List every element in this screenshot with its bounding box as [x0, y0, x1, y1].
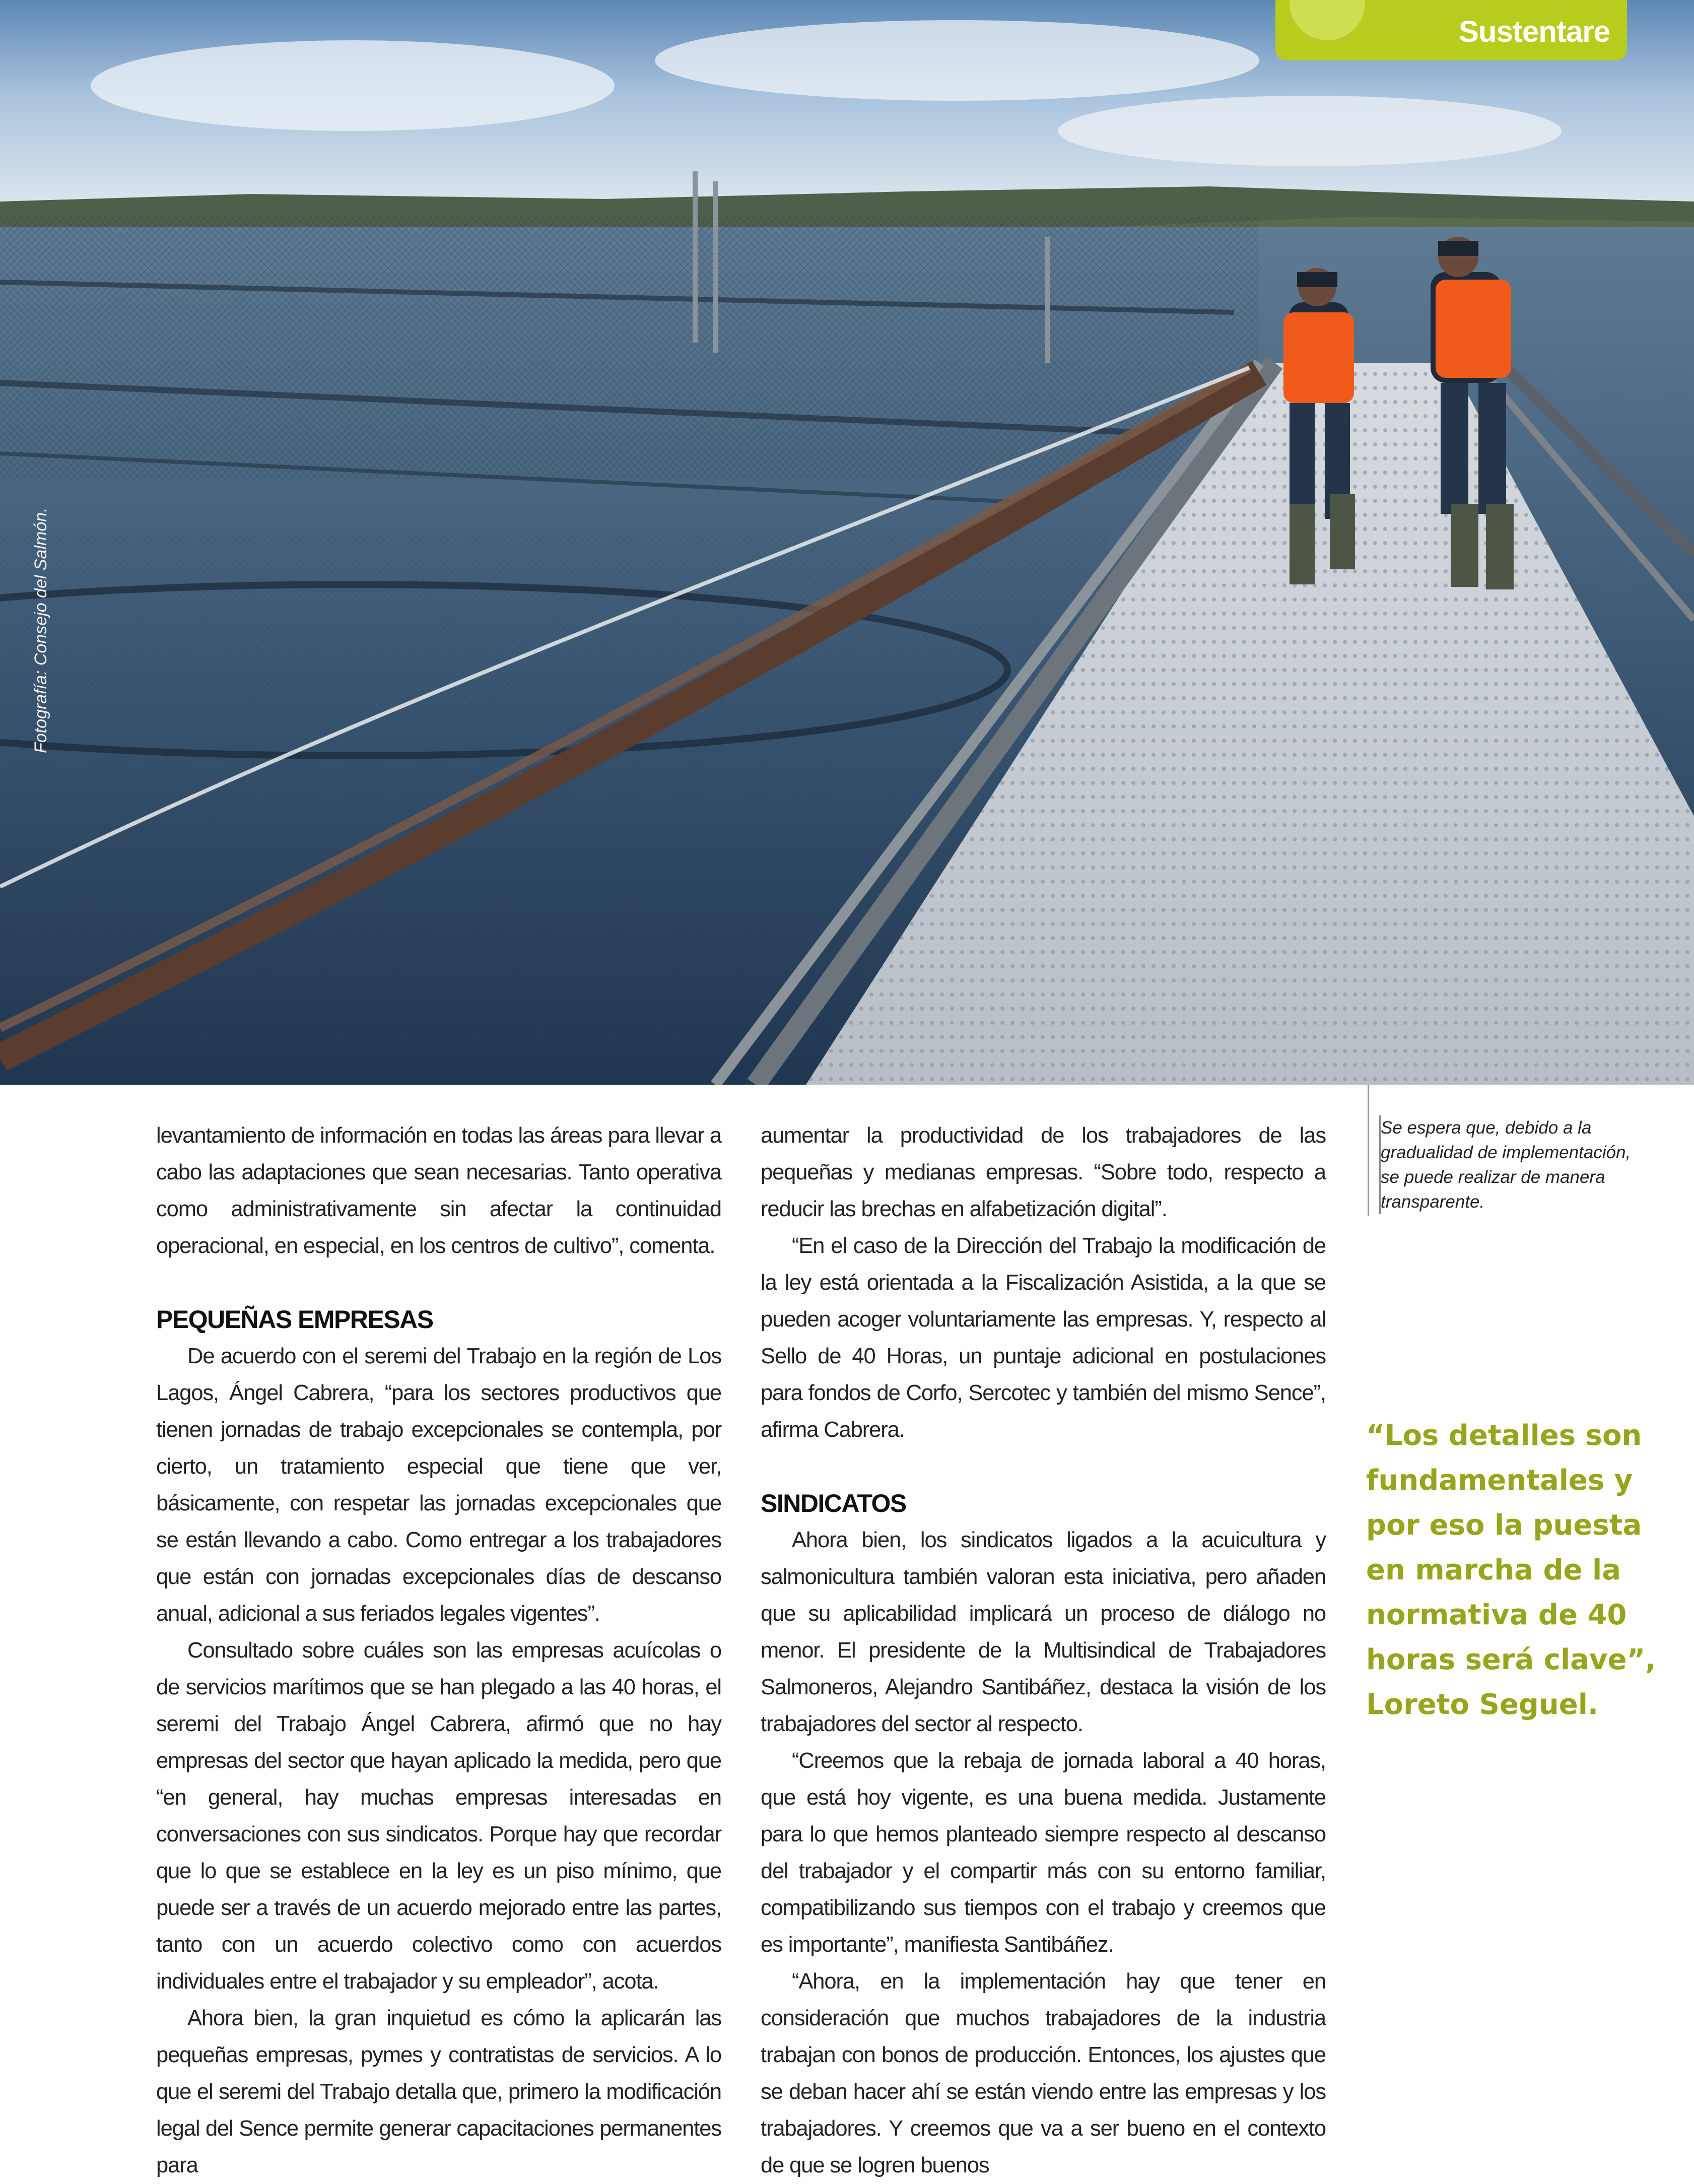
pull-quote: “Los detalles son fundamentales y por eso la puesta en marcha de la normativa de 40 horas será clave”, Loreto Seguel. [1366, 1419, 1656, 1721]
article-paragraph: “Creemos que la rebaja de jornada laboral a 40 horas, que está hoy vigente, es una buena medida. Justamente para lo que hemos planteado siempre respecto al descanso del trabajador y el compartir más con su entorno familiar, compatibilizando sus tiempos con el trabajo y creemos que es importante”, manifiesta Santibáñez. [761, 1749, 1326, 1957]
hero-photo [0, 0, 1694, 1085]
subheading-sindicatos: SINDICATOS [761, 1489, 906, 1517]
article-paragraph: Ahora bien, los sindicatos ligados a la acuicultura y salmonicultura también valoran esta iniciativa, pero añaden que su aplicabilidad implicará un proceso de diálogo no menor. El presidente de la Multisindical de Trabajadores Salmoneros, Alejandro Santibáñez, destaca la visión de los trabajadores del sector al respecto. [761, 1528, 1326, 1736]
article-column-left [156, 1117, 721, 2184]
section-tab [1275, 0, 1627, 60]
article-paragraph: aumentar la productividad de los trabajadores de las pequeñas y medianas empresas. “Sobre todo, respecto a reducir las brechas en alfabetización digital”. [761, 1123, 1326, 1221]
section-label: Sustentare [1458, 15, 1610, 48]
salmon-farm-walkway-photo [0, 0, 1694, 1085]
photo-caption: Se espera que, debido a la gradualidad de implementación, se puede realizar de manera transparente. [1379, 1115, 1638, 1214]
article-paragraph: “En el caso de la Dirección del Trabajo la modificación de la ley está orientada a la Fiscalización Asistida, a la que se pueden acoger voluntariamente las empresas. Y, respecto al Sello de 40 Horas, un puntaje adicional en postulaciones para fondos de Corfo, Sercotec y también del mismo Sence”, afirma Cabrera. [761, 1234, 1326, 1442]
photo-credit: Fotografía: Consejo del Salmón. [31, 507, 50, 753]
article-paragraph: Ahora bien, la gran inquietud es cómo la aplicarán las pequeñas empresas, pymes y contratistas de servicios. A lo que el seremi del Trabajo detalla que, primero la modificación legal del Sence permite generar capacitaciones permanentes para [156, 2006, 721, 2177]
article-column-middle [761, 1117, 1326, 2184]
section-logo-icon [1290, 0, 1365, 40]
article-paragraph: Consultado sobre cuáles son las empresas acuícolas o de servicios marítimos que se han plegado a las 40 horas, el seremi del Trabajo Ángel Cabrera, afirmó que no hay empresas del sector que hayan aplicado la medida, pero que “en general, hay muchas empresas interesadas en conversaciones con sus sindicatos. Porque hay que recordar que lo que se establece en la ley es un piso mínimo, que puede ser a través de un acuerdo mejorado entre las partes, tanto con un acuerdo colectivo como con acuerdos individuales entre el trabajador y su empleador”, acota. [156, 1638, 721, 1994]
caption-rule [1368, 1085, 1369, 1216]
article-paragraph: “Ahora, en la implementación hay que tener en consideración que muchos trabajadores de la industria trabajan con bonos de producción. Entonces, los ajustes que se deban hacer ahí se están viendo entre las empresas y los trabajadores. Y creemos que va a ser bueno en el contexto de que se logren buenos [761, 1969, 1326, 2177]
subheading-pequenas-empresas: PEQUEÑAS EMPRESAS [156, 1305, 433, 1334]
article-paragraph: levantamiento de información en todas las áreas para llevar a cabo las adaptaciones que sean necesarias. Tanto operativa como administrativamente sin afectar la continuidad operacional, en especial, en los centros de cultivo”, comenta. [156, 1123, 721, 1258]
article-paragraph: De acuerdo con el seremi del Trabajo en la región de Los Lagos, Ángel Cabrera, “para los sectores productivos que tienen jornadas de trabajo excepcionales se contempla, por cierto, un tratamiento especial que tiene que ver, básicamente, con respetar las jornadas excepcionales que se están llevando a cabo. Como entregar a los trabajadores que están con jornadas excepcionales días de descanso anual, adicional a sus feriados legales vigentes”. [156, 1344, 721, 1626]
